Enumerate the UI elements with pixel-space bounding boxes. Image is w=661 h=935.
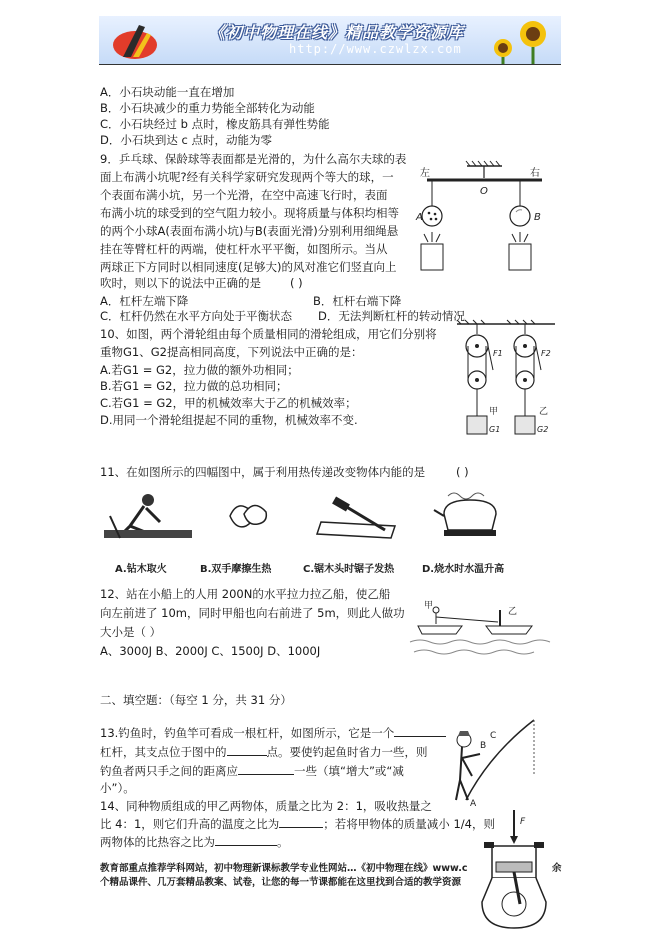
q10-line-2: 重物G1、G2提高相同高度，下列说法中正确的是： [100,345,363,359]
q8-option-b: B．小石块减少的重力势能全部转化为动能 [100,101,315,115]
saw-wood-icon [317,497,395,538]
q13-line-2 [100,743,428,760]
q14-line-3 [100,833,289,850]
label-ball-b: B [534,212,541,223]
label-ball-a: A [416,212,423,223]
q13-line-2a-text: 杠杆，其支点位于图中的 [100,745,227,759]
q11-text: 11、在如图所示的四幅图中，属于利用热传递改变物体内能的是 [100,465,426,479]
footer-line-2: 个精品课件、几万套精品教案、试卷，让您的每一节课都能在这里找到合适的教学资源 [100,877,462,888]
q14-line-2a-text: 比 4：1，则它们升高的温度之比为 [100,817,280,831]
q10-option-d: D.用同一个滑轮组提起不同的重物，机械效率不变. [100,413,358,427]
q12-options: A、3000J B、2000J C、1500J D、1000J [100,644,321,658]
q14-blank-1[interactable] [279,815,323,828]
lever-balls-figure [412,160,558,274]
label-g2: G2 [537,425,549,434]
footer-line-1: 教育部重点推荐学科网站，初中物理新课标教学专业性网站…《初中物理在线》www.c [100,863,468,874]
q9-option-a: A．杠杆左端下降 [100,294,189,308]
site-logo-icon [105,19,195,63]
q9-line-2: 面上布满小坑呢?经有关科学家研究发现两个等大的球，一 [100,170,394,184]
label-jia: 甲 [489,407,499,417]
kettle-icon [434,493,496,536]
q13-line-3b-text: 一些（填“增大”或“减 [294,764,404,778]
q9-line-1: 9．乒乓球、保龄球等表面都是光滑的，为什么高尔夫球的表 [100,152,407,166]
site-title: 《初中物理在线》精品教学资源库 [209,23,465,42]
label-point-a: A [470,799,477,809]
q11-caption-b: B.双手摩擦生热 [200,564,272,575]
q8-option-a: A．小石块动能一直在增加 [100,85,235,99]
q14-line-3b-text: 。 [277,835,289,849]
q14-line-1: 14、同种物质组成的甲乙两物体，质量之比为 2：1，吸收热量之 [100,799,432,813]
fishing-figure [450,714,540,810]
q13-line-1 [100,724,446,741]
footer-line-1-end: 余 [552,863,562,874]
header-banner [99,16,561,64]
q10-option-a: A.若G1 = G2，拉力做的额外功相同； [100,363,299,377]
q9-line-6: 挂在等臂杠杆的两端，使杠杆水平平衡，如图所示。当从 [100,242,388,256]
q13-blank-3[interactable] [238,762,294,775]
q12-line-1: 12、站在小船上的人用 200N的水平拉力拉乙船，使乙船 [100,587,391,601]
header-rule [99,64,561,65]
q9-option-d: D．无法判断杠杆的转动情况 [318,309,465,323]
label-yi: 乙 [539,407,549,417]
label-f2: F2 [541,349,551,358]
label-pivot: O [480,186,488,197]
q13-blank-2[interactable] [227,743,267,756]
q11-caption-c: C.锯木头时锯子发热 [303,564,395,575]
site-url[interactable]: http://www.czwlzx.com [289,42,462,56]
label-f1: F1 [493,349,503,358]
q11-answer-bracket: ( ) [456,465,469,479]
label-right: 右 [530,168,540,179]
q14-line-2b-text: ；若将甲物体的质量减小 1/4，则 [323,817,495,831]
q10-option-c: C.若G1 = G2，甲的机械效率大于乙的机械效率； [100,396,357,410]
q9-line-5: 的两个小球A(表面布满小坑)与B(表面光滑)分别利用细绳悬 [100,224,399,238]
label-g1: G1 [489,425,501,434]
label-force-f: F [520,817,526,827]
q9-line-7: 两球正下方同时以相同速度(足够大)的风对准它们竖直向上 [100,260,397,274]
q14-line-2 [100,815,495,832]
q10-line-1: 10、如图，两个滑轮组由每个质量相同的滑轮组成，用它们分别将 [100,327,437,341]
q13-blank-1[interactable] [394,724,446,737]
q9-line-8: 吹时，则以下的说法中正确的是 [100,276,261,290]
q9-line-3: 个表面布满小坑，另一个光滑，在空中高速飞行时，表面 [100,188,388,202]
q13-line-4: 小”）。 [100,781,135,795]
q13-line-2b-text: 点。要使钓起鱼时省力一些，则 [266,745,428,759]
q9-answer-bracket: ( ) [290,276,303,290]
label-point-b: B [480,741,487,751]
engine-figure [474,806,556,932]
boats-figure [408,596,558,660]
q12-line-3: 大小是（ ） [100,625,162,639]
q9-option-c: C．杠杆仍然在水平方向处于平衡状态 [100,309,293,323]
q13-line-1-text: 13.钓鱼时，钓鱼竿可看成一根杠杆，如图所示，它是一个 [100,726,395,740]
pulley-figure [455,318,559,440]
q13-line-3a-text: 钓鱼者两只手之间的距离应 [100,764,238,778]
heat-transfer-pictures [100,486,524,554]
q14-line-3a-text: 两物体的比热容之比为 [100,835,215,849]
label-boat-yi: 乙 [508,607,518,617]
q8-option-d: D．小石块到达 c 点时，动能为零 [100,133,272,147]
section-2-heading: 二、填空题：（每空 1 分，共 31 分） [100,693,292,707]
q14-blank-2[interactable] [215,833,277,846]
q10-option-b: B.若G1 = G2，拉力做的总功相同； [100,379,288,393]
q11-caption-d: D.烧水时水温升高 [422,564,505,575]
q11-caption-a: A.钻木取火 [115,564,167,575]
q9-line-4: 布满小坑的球受到的空气阻力较小。现将质量与体积均相等 [100,206,399,220]
drill-wood-icon [104,494,192,538]
q9-option-b: B．杠杆右端下降 [313,294,402,308]
q8-option-c: C．小石块经过 b 点时，橡皮筋具有弹性势能 [100,117,330,131]
hands-rubbing-icon [230,505,266,526]
q12-line-2: 向左前进了 10m，同时甲船也向右前进了 5m，则此人做功 [100,606,405,620]
label-boat-jia: 甲 [424,601,434,611]
label-point-c: C [490,731,497,741]
label-left: 左 [420,168,430,179]
q13-line-3 [100,762,404,779]
sunflower-icon [481,16,561,64]
